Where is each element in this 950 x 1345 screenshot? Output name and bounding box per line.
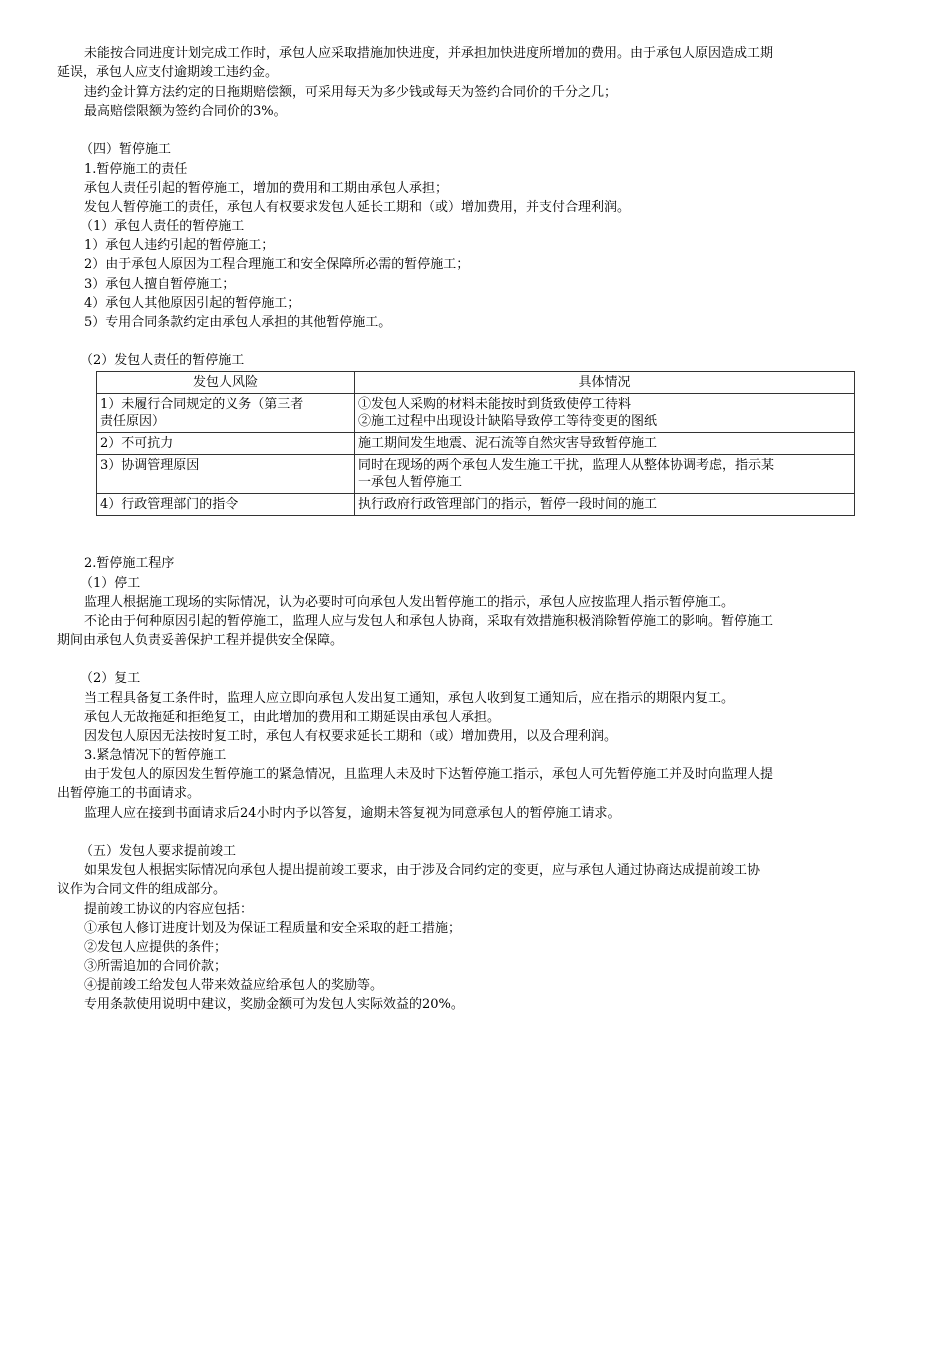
- list-item: ②发包人应提供的条件；: [84, 940, 228, 955]
- paragraph: 承包人责任引起的暂停施工，增加的费用和工期由承包人承担；: [84, 181, 449, 196]
- subheading: 3.紧急情况下的暂停施工: [84, 748, 227, 763]
- subheading: （2）复工: [80, 671, 141, 686]
- table-row: [97, 394, 855, 433]
- paragraph: 如果发包人根据实际情况向承包人提出提前竣工要求，由于涉及合同约定的变更，应与承包人通过协商达成提前竣工协: [84, 863, 761, 878]
- cell-text: 4）行政管理部门的指令: [100, 497, 239, 512]
- paragraph: 监理人根据施工现场的实际情况，认为必要时可向承包人发出暂停施工的指示，承包人应按监理人指示暂停施工。: [84, 595, 735, 610]
- list-item: ④提前竣工给发包人带来效益应给承包人的奖励等。: [84, 978, 384, 993]
- paragraph: 提前竣工协议的内容应包括：: [84, 902, 254, 917]
- table-header-cell: 发包人风险: [97, 372, 355, 394]
- paragraph-continuation: 出暂停施工的书面请求。: [57, 786, 201, 801]
- subheading: （1）承包人责任的暂停施工: [80, 219, 245, 234]
- list-item: 4）承包人其他原因引起的暂停施工；: [84, 296, 301, 311]
- cell-text: 责任原因）: [100, 414, 166, 429]
- cell-text: ②施工过程中出现设计缺陷导致停工等待变更的图纸: [358, 414, 658, 429]
- paragraph: 监理人应在接到书面请求后24小时内予以答复，逾期未答复视为同意承包人的暂停施工请求。: [84, 806, 621, 821]
- table-header-row: [97, 372, 855, 394]
- section-heading: （四）暂停施工: [80, 142, 172, 157]
- paragraph-continuation: 期间由承包人负责妥善保护工程并提供安全保障。: [57, 633, 344, 648]
- cell-text: 2）不可抗力: [100, 436, 174, 451]
- paragraph: 不论由于何种原因引起的暂停施工，监理人应与发包人和承包人协商，采取有效措施积极消除暂停施工的影响。暂停施工: [84, 614, 774, 629]
- section-heading: （五）发包人要求提前竣工: [80, 844, 237, 859]
- list-item: 2）由于承包人原因为工程合理施工和安全保障所必需的暂停施工；: [84, 257, 470, 272]
- list-item: ③所需追加的合同价款；: [84, 959, 228, 974]
- paragraph: 专用条款使用说明中建议，奖励金额可为发包人实际效益的20%。: [84, 997, 464, 1012]
- table-row: [97, 494, 855, 516]
- table-cell: [355, 433, 855, 455]
- paragraph: 最高赔偿限额为签约合同价的3%。: [84, 104, 287, 119]
- paragraph: 违约金计算方法约定的日拖期赔偿额，可采用每天为多少钱或每天为签约合同价的千分之几；: [84, 85, 618, 100]
- cell-text: 3）协调管理原因: [100, 458, 200, 473]
- list-item: 3）承包人擅自暂停施工；: [84, 277, 236, 292]
- table-cell: [355, 394, 855, 433]
- paragraph: 承包人无故拖延和拒绝复工，由此增加的费用和工期延误由承包人承担。: [84, 710, 501, 725]
- paragraph: 未能按合同进度计划完成工作时，承包人应采取措施加快进度，并承担加快进度所增加的费用。由于承包人原因造成工期: [84, 46, 774, 61]
- table-row: [97, 455, 855, 494]
- paragraph: 因发包人原因无法按时复工时，承包人有权要求延长工期和（或）增加费用，以及合理利润。: [84, 729, 618, 744]
- paragraph: 发包人暂停施工的责任，承包人有权要求发包人延长工期和（或）增加费用，并支付合理利润。: [84, 200, 631, 215]
- list-item: ①承包人修订进度计划及为保证工程质量和安全采取的赶工措施；: [84, 921, 462, 936]
- cell-text: 同时在现场的两个承包人发生施工干扰，监理人从整体协调考虑，指示某: [358, 458, 775, 473]
- table-cell: [97, 455, 355, 494]
- paragraph-continuation: 议作为合同文件的组成部分。: [57, 882, 227, 897]
- subheading: （1）停工: [80, 576, 141, 591]
- paragraph: 由于发包人的原因发生暂停施工的紧急情况，且监理人未及时下达暂停施工指示，承包人可先暂停施工并及时向监理人提: [84, 767, 774, 782]
- table-cell: [355, 494, 855, 516]
- paragraph: 当工程具备复工条件时，监理人应立即向承包人发出复工通知，承包人收到复工通知后，应在指示的期限内复工。: [84, 691, 735, 706]
- cell-text: 执行政府行政管理部门的指示，暂停一段时间的施工: [358, 497, 658, 512]
- list-item: 5）专用合同条款约定由承包人承担的其他暂停施工。: [84, 315, 392, 330]
- paragraph-continuation: 延误，承包人应支付逾期竣工违约金。: [57, 65, 279, 80]
- list-item: 1）承包人违约引起的暂停施工；: [84, 238, 275, 253]
- table-cell: [355, 455, 855, 494]
- table-cell: [97, 494, 355, 516]
- table-cell: [97, 433, 355, 455]
- cell-text: 1）未履行合同规定的义务（第三者: [100, 397, 304, 412]
- cell-text: ①发包人采购的材料未能按时到货致使停工待料: [358, 397, 632, 412]
- subheading: （2）发包人责任的暂停施工: [80, 353, 245, 368]
- cell-text: 一承包人暂停施工: [358, 475, 463, 490]
- table-header-cell: 具体情况: [355, 372, 855, 394]
- risk-table: [96, 371, 855, 516]
- cell-text: 施工期间发生地震、泥石流等自然灾害导致暂停施工: [358, 436, 658, 451]
- subheading: 2.暂停施工程序: [84, 556, 175, 571]
- subheading: 1.暂停施工的责任: [84, 162, 188, 177]
- table-cell: [97, 394, 355, 433]
- table-row: [97, 433, 855, 455]
